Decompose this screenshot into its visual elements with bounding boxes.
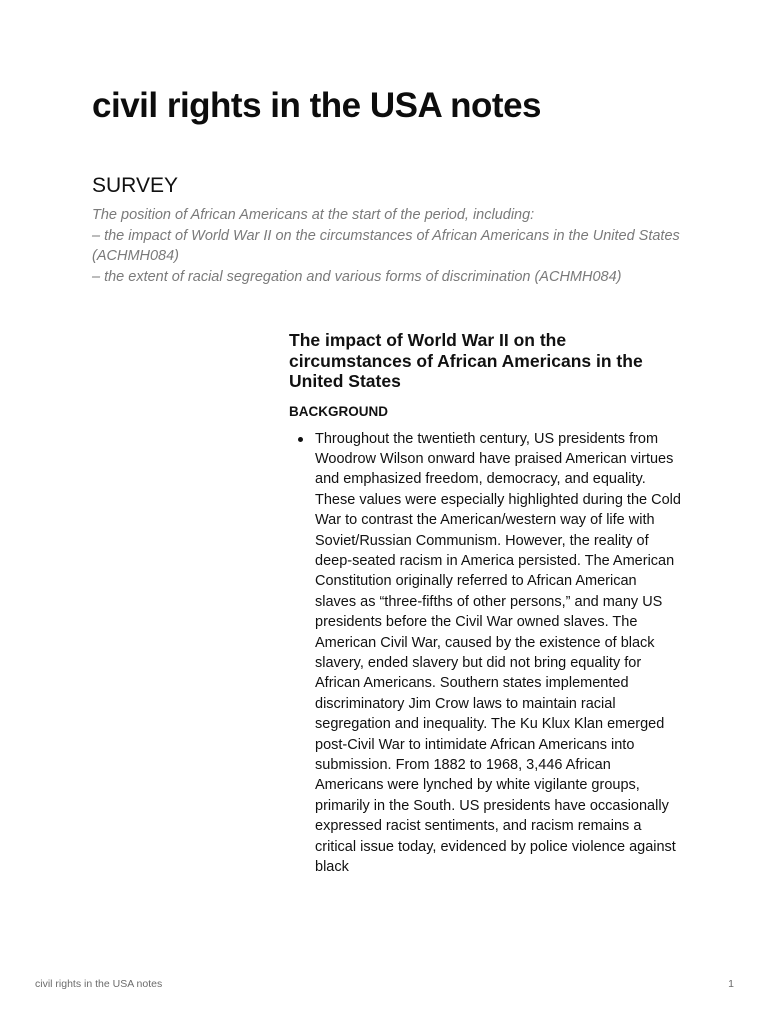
- survey-heading: SURVEY: [92, 174, 178, 197]
- background-label: BACKGROUND: [289, 403, 388, 419]
- list-item: [289, 429, 681, 878]
- footer-document-name: civil rights in the USA notes: [35, 978, 163, 990]
- survey-line: The position of African Americans at the start of the period, including:: [92, 207, 535, 223]
- content-column: [289, 330, 681, 877]
- survey-line: (ACHMH084): [92, 248, 180, 264]
- survey-line: – the extent of racial segregation and various forms of discrimination (ACHMH084): [92, 268, 622, 285]
- survey-line: – the impact of World War II on the circumstances of African Americans in the United States: [92, 227, 680, 244]
- section-heading: The impact of World War II on the circumstances of African Americans in the United States: [289, 330, 643, 391]
- document-title: civil rights in the USA notes: [92, 86, 541, 125]
- survey-description: [92, 205, 692, 287]
- bullet-list: [289, 429, 681, 878]
- list-item-text: Throughout the twentieth century, US presidents from Woodrow Wilson onward have praised American virtues and emphasized freedom, democracy, and equality. These values were especially highlighted during the Cold War to contrast the American/western way of life with Soviet/Russian Communism. However, the reality of deep-seated racism in America persisted. The American Constitution originally referred to African American slaves as “three-fifths of other persons,” and many US presidents before the Civil War owned slaves. The American Civil War, caused by the existence of black slavery, ended slavery but did not bring equality for African Americans. Southern states implemented discriminatory Jim Crow laws to maintain racial segregation and inequality. The Ku Klux Klan emerged post-Civil War to intimidate African Americans into submission. From 1882 to 1968, 3,446 African Americans were lynched by white vigilante groups, primarily in the South. US presidents have occasionally expressed racist sentiments, and racism remains a critical issue today, evidenced by police violence against black: [315, 430, 681, 876]
- bullet-icon: [298, 437, 303, 442]
- footer-page-number: 1: [728, 978, 734, 990]
